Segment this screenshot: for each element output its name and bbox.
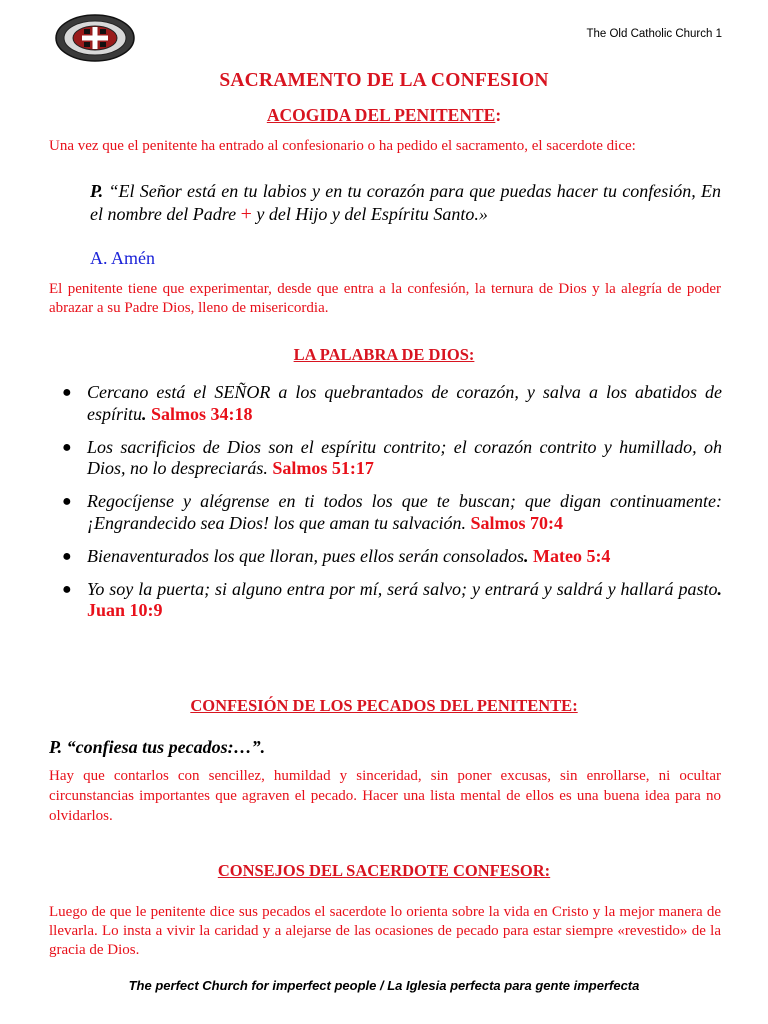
section-acogida-note: El penitente tiene que experimentar, desde que entra a la confesión, la ternura de Dios y la alegría de poder abrazar a su Padre Dios, lleno de misericordia.	[49, 281, 721, 316]
document-title: SACRAMENTO DE LA CONFESION	[219, 70, 549, 91]
verse-reference: Mateo 5:4	[532, 545, 611, 566]
section-acogida-heading-colon: :	[495, 105, 502, 125]
section-consejos-heading	[0, 861, 768, 881]
verse-list	[62, 382, 722, 633]
header-page-number: 1	[715, 28, 722, 40]
verse-text: Los sacrificios de Dios son el espíritu contrito; el corazón contrito y humillado, oh Dios, no lo despreciarás.	[87, 436, 722, 478]
priest-prayer	[90, 180, 721, 226]
list-item	[62, 579, 722, 622]
header-church-name: The Old Catholic Church	[586, 28, 713, 40]
section-confesion-body: Hay que contarlos con sencillez, humildad y sinceridad, sin poner excusas, sin enrollarse, ni ocultar circunstancias importantes que agraven el pecado. Hacer una lista mental de ellos es una buena idea para no olvidarlos.	[49, 768, 721, 824]
section-consejos-body: Luego de que le penitente dice sus pecados el sacerdote lo orienta sobre la vida en Cristo y la mejor manera de llevarla. Lo insta a vivir la caridad y a alejarse de las ocasiones de pecado para estar siempre «revestido» de la gracia de Dios.	[49, 904, 721, 958]
section-palabra-heading-text: LA PALABRA DE DIOS:	[293, 345, 475, 364]
list-item	[62, 382, 722, 425]
bullet-icon: ●	[62, 580, 72, 598]
list-item	[62, 491, 722, 534]
section-acogida-intro: Una vez que el penitente ha entrado al confesionario o ha pedido el sacramento, el sacerdote dice:	[49, 138, 636, 154]
prayer-part-1: “El Señor está en tu labios y en tu corazón para que puedas hacer tu confesión, En el nombre del Padre	[90, 181, 721, 224]
bullet-icon: ●	[62, 384, 72, 401]
verse-text: Cercano está el SEÑOR a los quebrantados de corazón, y salva a los abatidos de espíritu	[87, 382, 722, 424]
verse-punct: .	[717, 578, 722, 599]
section-acogida-heading-text: ACOGIDA DEL PENITENTE	[266, 105, 496, 125]
verse-reference: Juan 10:9	[87, 600, 163, 620]
page-header	[586, 28, 722, 40]
church-logo	[54, 14, 136, 62]
priest-marker: P.	[90, 181, 104, 201]
prayer-part-2: y del Hijo y del Espíritu Santo.»	[256, 204, 488, 224]
verse-punct: .	[142, 403, 147, 424]
priest-instruction: P. “confiesa tus pecados:…”.	[49, 737, 266, 757]
list-item	[62, 546, 722, 568]
amen-response: A. Amén	[90, 248, 155, 268]
verse-punct: .	[523, 545, 529, 566]
page-footer: The perfect Church for imperfect people / La Iglesia perfecta para gente imperfecta	[128, 978, 640, 993]
section-confesion-heading-text: CONFESIÓN DE LOS PECADOS DEL PENITENTE:	[190, 696, 578, 715]
bullet-icon: ●	[62, 438, 72, 456]
verse-text: Bienaventurados los que lloran, pues ellos serán consolados	[87, 545, 524, 566]
verse-text: Regocíjense y alégrense en ti todos los que te buscan; que digan continuamente: ¡Engrandecido sea Dios! los que aman tu salvación.	[87, 491, 722, 533]
section-palabra-heading	[0, 345, 768, 365]
verse-reference: Salmos 51:17	[272, 458, 374, 478]
section-consejos-heading-text: CONSEJOS DEL SACERDOTE CONFESOR:	[217, 861, 551, 880]
bullet-icon: ●	[62, 547, 72, 565]
section-confesion-heading	[0, 696, 768, 716]
cross-icon: +	[240, 203, 252, 225]
verse-reference: Salmos 34:18	[151, 403, 253, 424]
bullet-icon: ●	[62, 493, 72, 510]
verse-text: Yo soy la puerta; si alguno entra por mí, será salvo; y entrará y saldrá y hallará pasto	[87, 578, 718, 599]
list-item	[62, 437, 722, 480]
section-acogida-heading	[0, 105, 768, 126]
verse-reference: Salmos 70:4	[470, 512, 563, 533]
